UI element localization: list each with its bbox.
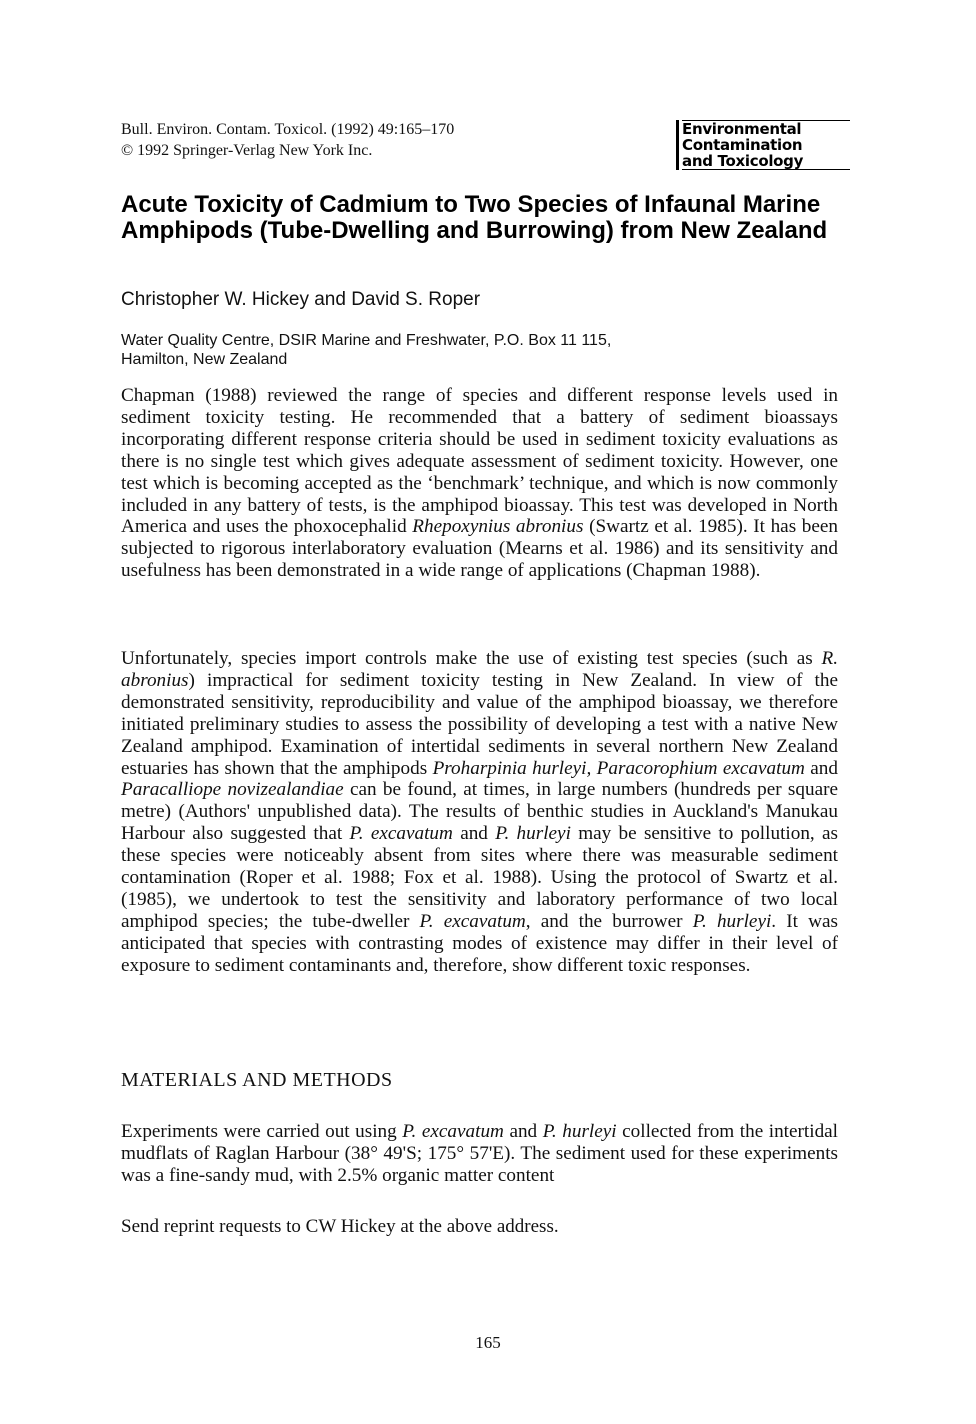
species-name: Rhepoxynius abronius — [412, 516, 584, 538]
paragraph-rationale — [121, 648, 838, 977]
reprint-footnote: Send reprint requests to CW Hickey at the above address. — [121, 1216, 559, 1237]
text-run: . It was anticipated that species with contrasting modes of existence may differ in their level of exposure to sediment contaminants and, therefore, show different toxic responses. — [121, 910, 838, 976]
article-title: Acute Toxicity of Cadmium to Two Species of Infaunal Marine Amphipods (Tube-Dwelling and Burrowing) from New Zealand — [121, 191, 828, 244]
text-run: Unfortunately, species import controls make the use of existing test species (such as — [121, 648, 822, 669]
text-run: ) impractical for sediment toxicity testing in New Zealand. In view of the demonstrated sensitivity, reproducibility and value of the amphipod bioassay, we therefore initiated preliminary studies to assess the possibility of developing a test with a native New Zealand amphipod. Examination of intertidal sediments in several northern New Zealand estuaries has shown that the amphipods — [121, 669, 838, 779]
species-name: P. hurleyi — [495, 823, 571, 845]
species-name: P. excavatum — [349, 823, 453, 845]
species-name: P. excavatum — [419, 910, 526, 932]
text-run: Experiments were carried out using — [121, 1121, 403, 1142]
journal-logo — [676, 120, 850, 170]
article-authors: Christopher W. Hickey and David S. Roper — [121, 289, 481, 310]
species-name: R. abronius — [121, 648, 838, 691]
text-run: and — [804, 757, 838, 779]
page-number: 165 — [475, 1333, 501, 1352]
text-run: and — [503, 1121, 543, 1142]
text-run: (Swartz et al. 1985). It has been subjected to rigorous interlaboratory evaluation (Mearns et al. 1986) and its sensitivity and usefulness has been demonstrated in a wide range of applications (Chapman 1988). — [121, 516, 838, 582]
species-name: Proharpinia hurleyi, Paracorophium excavatum — [432, 757, 805, 779]
species-name: P. hurleyi — [542, 1121, 617, 1142]
text-run: and — [452, 823, 496, 845]
logo-line-3: and Toxicology — [682, 152, 804, 170]
logo-line-1: Environmental — [682, 120, 802, 138]
author-affiliation — [121, 331, 841, 369]
text-run: may be sensitive to pollution, as these species were noticeably absent from sites where there was measurable sediment contamination (Roper et al. 1988; Fox et al. 1988). Using the protocol of Swartz et al. (1985), we undertook to test the sensitivity and laboratory performance of two local amphipod species; the tube-dweller — [121, 823, 838, 932]
text-run: collected from the intertidal mudflats of Raglan Harbour (38° 49'S; 175° 57'E). The sediment used for these experiments was a fine-sandy mud, with 2.5% organic matter content — [121, 1121, 839, 1186]
text-run: , and the burrower — [525, 910, 693, 932]
affiliation-line: Water Quality Centre, DSIR Marine and Freshwater, P.O. Box 11 115, — [121, 332, 612, 349]
copyright-line: © 1992 Springer-Verlag New York Inc. — [121, 142, 373, 159]
citation-line: Bull. Environ. Contam. Toxicol. (1992) 49:165–170 — [121, 121, 455, 138]
logo-line-2: Contamination — [682, 136, 803, 154]
citation-block — [121, 119, 454, 161]
section-heading: MATERIALS AND METHODS — [121, 1069, 393, 1091]
paragraph-introduction — [121, 385, 838, 582]
species-name: P. excavatum — [402, 1121, 504, 1142]
text-run: Chapman (1988) reviewed the range of species and different response levels used in sediment toxicity testing. He recommended that a battery of sediment bioassays incorporating different response criteria should be used in sediment toxicity evaluations as there is no single test which gives adequate assessment of sediment toxicity. However, one test which is becoming accepted as the ‘benchmark’ technique, and which is now commonly included in any battery of tests, is the amphipod bioassay. This test was developed in North America and uses the phoxocephalid — [121, 385, 838, 538]
affiliation-line: Hamilton, New Zealand — [121, 351, 288, 368]
species-name: P. hurleyi — [692, 910, 772, 932]
text-run: can be found, at times, in large numbers (hundreds per square metre) (Authors' unpublished data). The results of benthic studies in Auckland's Manukau Harbour also suggested that — [121, 779, 838, 845]
species-name: Paracalliope novizealandiae — [121, 779, 344, 801]
paragraph-methods — [121, 1121, 838, 1187]
